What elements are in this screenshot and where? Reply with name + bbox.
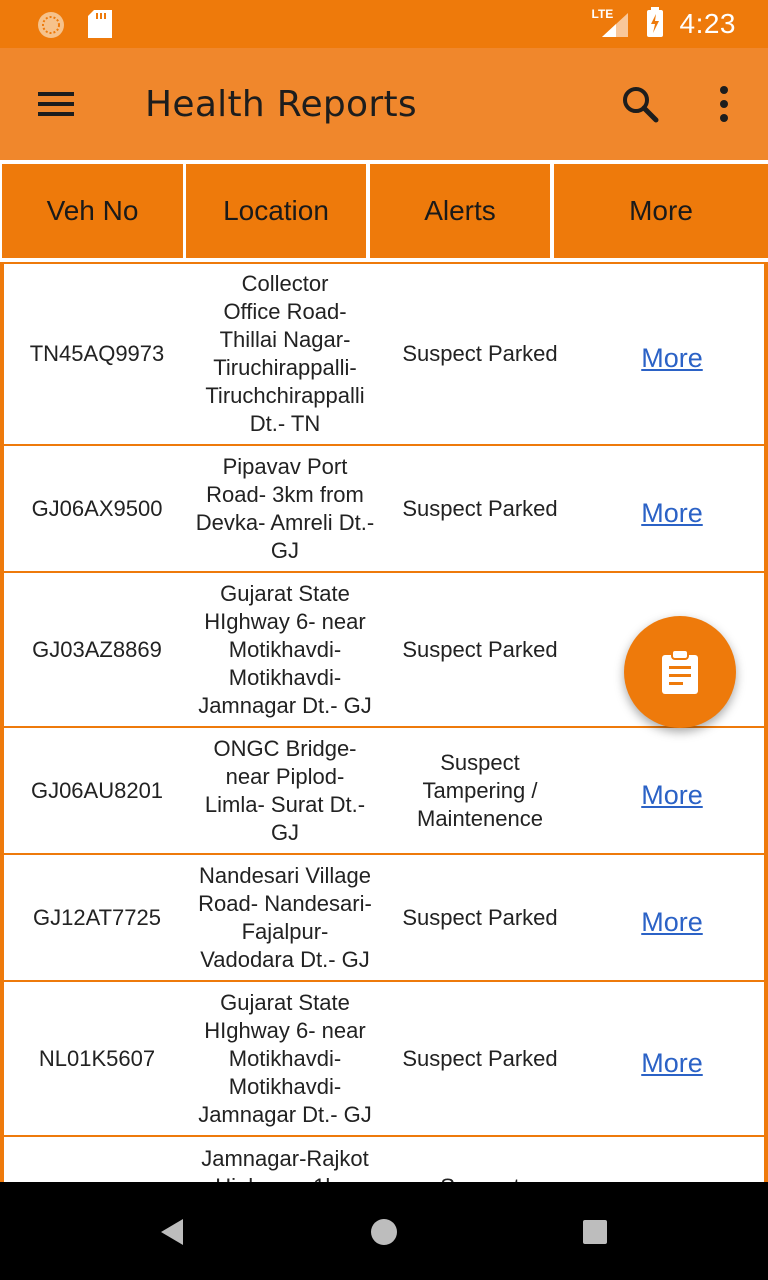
more-link[interactable]: More: [641, 779, 703, 810]
overflow-menu-button[interactable]: [706, 78, 742, 130]
back-button[interactable]: [152, 1212, 192, 1252]
alert-text: Suspect Tampering / Maintenence: [417, 749, 543, 831]
location-text: Gujarat State HIghway 6- near Motikhavdi- Motikhavdi- Jamnagar Dt.- GJ: [198, 989, 372, 1127]
more-link[interactable]: More: [641, 497, 703, 528]
menu-icon: [30, 82, 82, 126]
notification-icon: [36, 10, 66, 45]
signal-icon: [592, 9, 630, 39]
more-link[interactable]: More: [641, 906, 703, 937]
status-bar: [0, 0, 768, 48]
network-type-label: LTE: [591, 7, 614, 21]
sd-card-icon: [88, 10, 112, 45]
vehicle-number: TN45AQ9973: [29, 341, 165, 366]
search-icon: [616, 80, 664, 128]
header-more[interactable]: More: [554, 164, 768, 258]
table-row: [4, 982, 764, 1137]
location-text: Collector Office Road- Thillai Nagar- Tiruchirappalli- Tiruchchirappalli Dt.- TN: [205, 271, 365, 436]
location-text: Gujarat State HIghway 6- near Motikhavdi- Motikhavdi- Jamnagar Dt.- GJ: [198, 580, 372, 718]
report-fab-button[interactable]: [624, 616, 736, 728]
page-title: Health Reports: [145, 84, 417, 125]
alert-text: Suspect Parked: [402, 341, 558, 366]
location-text: ONGC Bridge- near Piplod- Limla- Surat Dt.- GJ: [204, 735, 366, 845]
back-icon: [159, 1217, 185, 1247]
battery-charging-icon: [646, 7, 664, 42]
table-row: [4, 446, 764, 573]
home-icon: [369, 1217, 399, 1247]
header-alerts[interactable]: Alerts: [370, 164, 550, 258]
vehicle-number: NL01K5607: [38, 1045, 156, 1071]
table-row: [4, 855, 764, 982]
app-bar: [0, 48, 768, 160]
table-row: [4, 264, 764, 446]
vehicle-number: GJ06AX9500: [31, 495, 163, 521]
alert-text: Suspect Parked: [402, 636, 558, 662]
home-button[interactable]: [364, 1212, 404, 1252]
location-text: Nandesari Village Road- Nandesari- Fajalpur- Vadodara Dt.- GJ: [198, 862, 372, 972]
clipboard-icon: [660, 650, 700, 694]
table-row: [4, 728, 764, 855]
search-button[interactable]: [616, 80, 664, 128]
table-header: [0, 160, 768, 260]
vehicle-number: GJ06AU8201: [30, 777, 164, 803]
more-link[interactable]: More: [641, 343, 703, 373]
navigation-bar: [0, 1182, 768, 1280]
alert-text: Suspect Parked: [402, 1045, 558, 1071]
overflow-menu-icon: [706, 78, 742, 130]
clock: 4:23: [679, 8, 736, 39]
menu-button[interactable]: [30, 82, 82, 126]
vehicle-number: GJ12AT7725: [32, 904, 161, 930]
location-text: Jamnagar-Rajkot: [201, 1146, 369, 1171]
recents-icon: [582, 1219, 608, 1245]
vehicle-number: GJ03AZ8869: [32, 636, 162, 662]
alert-text: Suspect Parked: [402, 495, 558, 521]
header-location[interactable]: Location: [186, 164, 366, 258]
header-veh-no[interactable]: Veh No: [2, 164, 183, 258]
recents-button[interactable]: [575, 1212, 615, 1252]
alert-text: Suspect Parked: [402, 904, 558, 930]
report-table[interactable]: [0, 262, 768, 1182]
location-text: Pipavav Port Road- 3km from Devka- Amreli Dt.- GJ: [195, 453, 375, 563]
more-link[interactable]: More: [641, 1047, 703, 1078]
